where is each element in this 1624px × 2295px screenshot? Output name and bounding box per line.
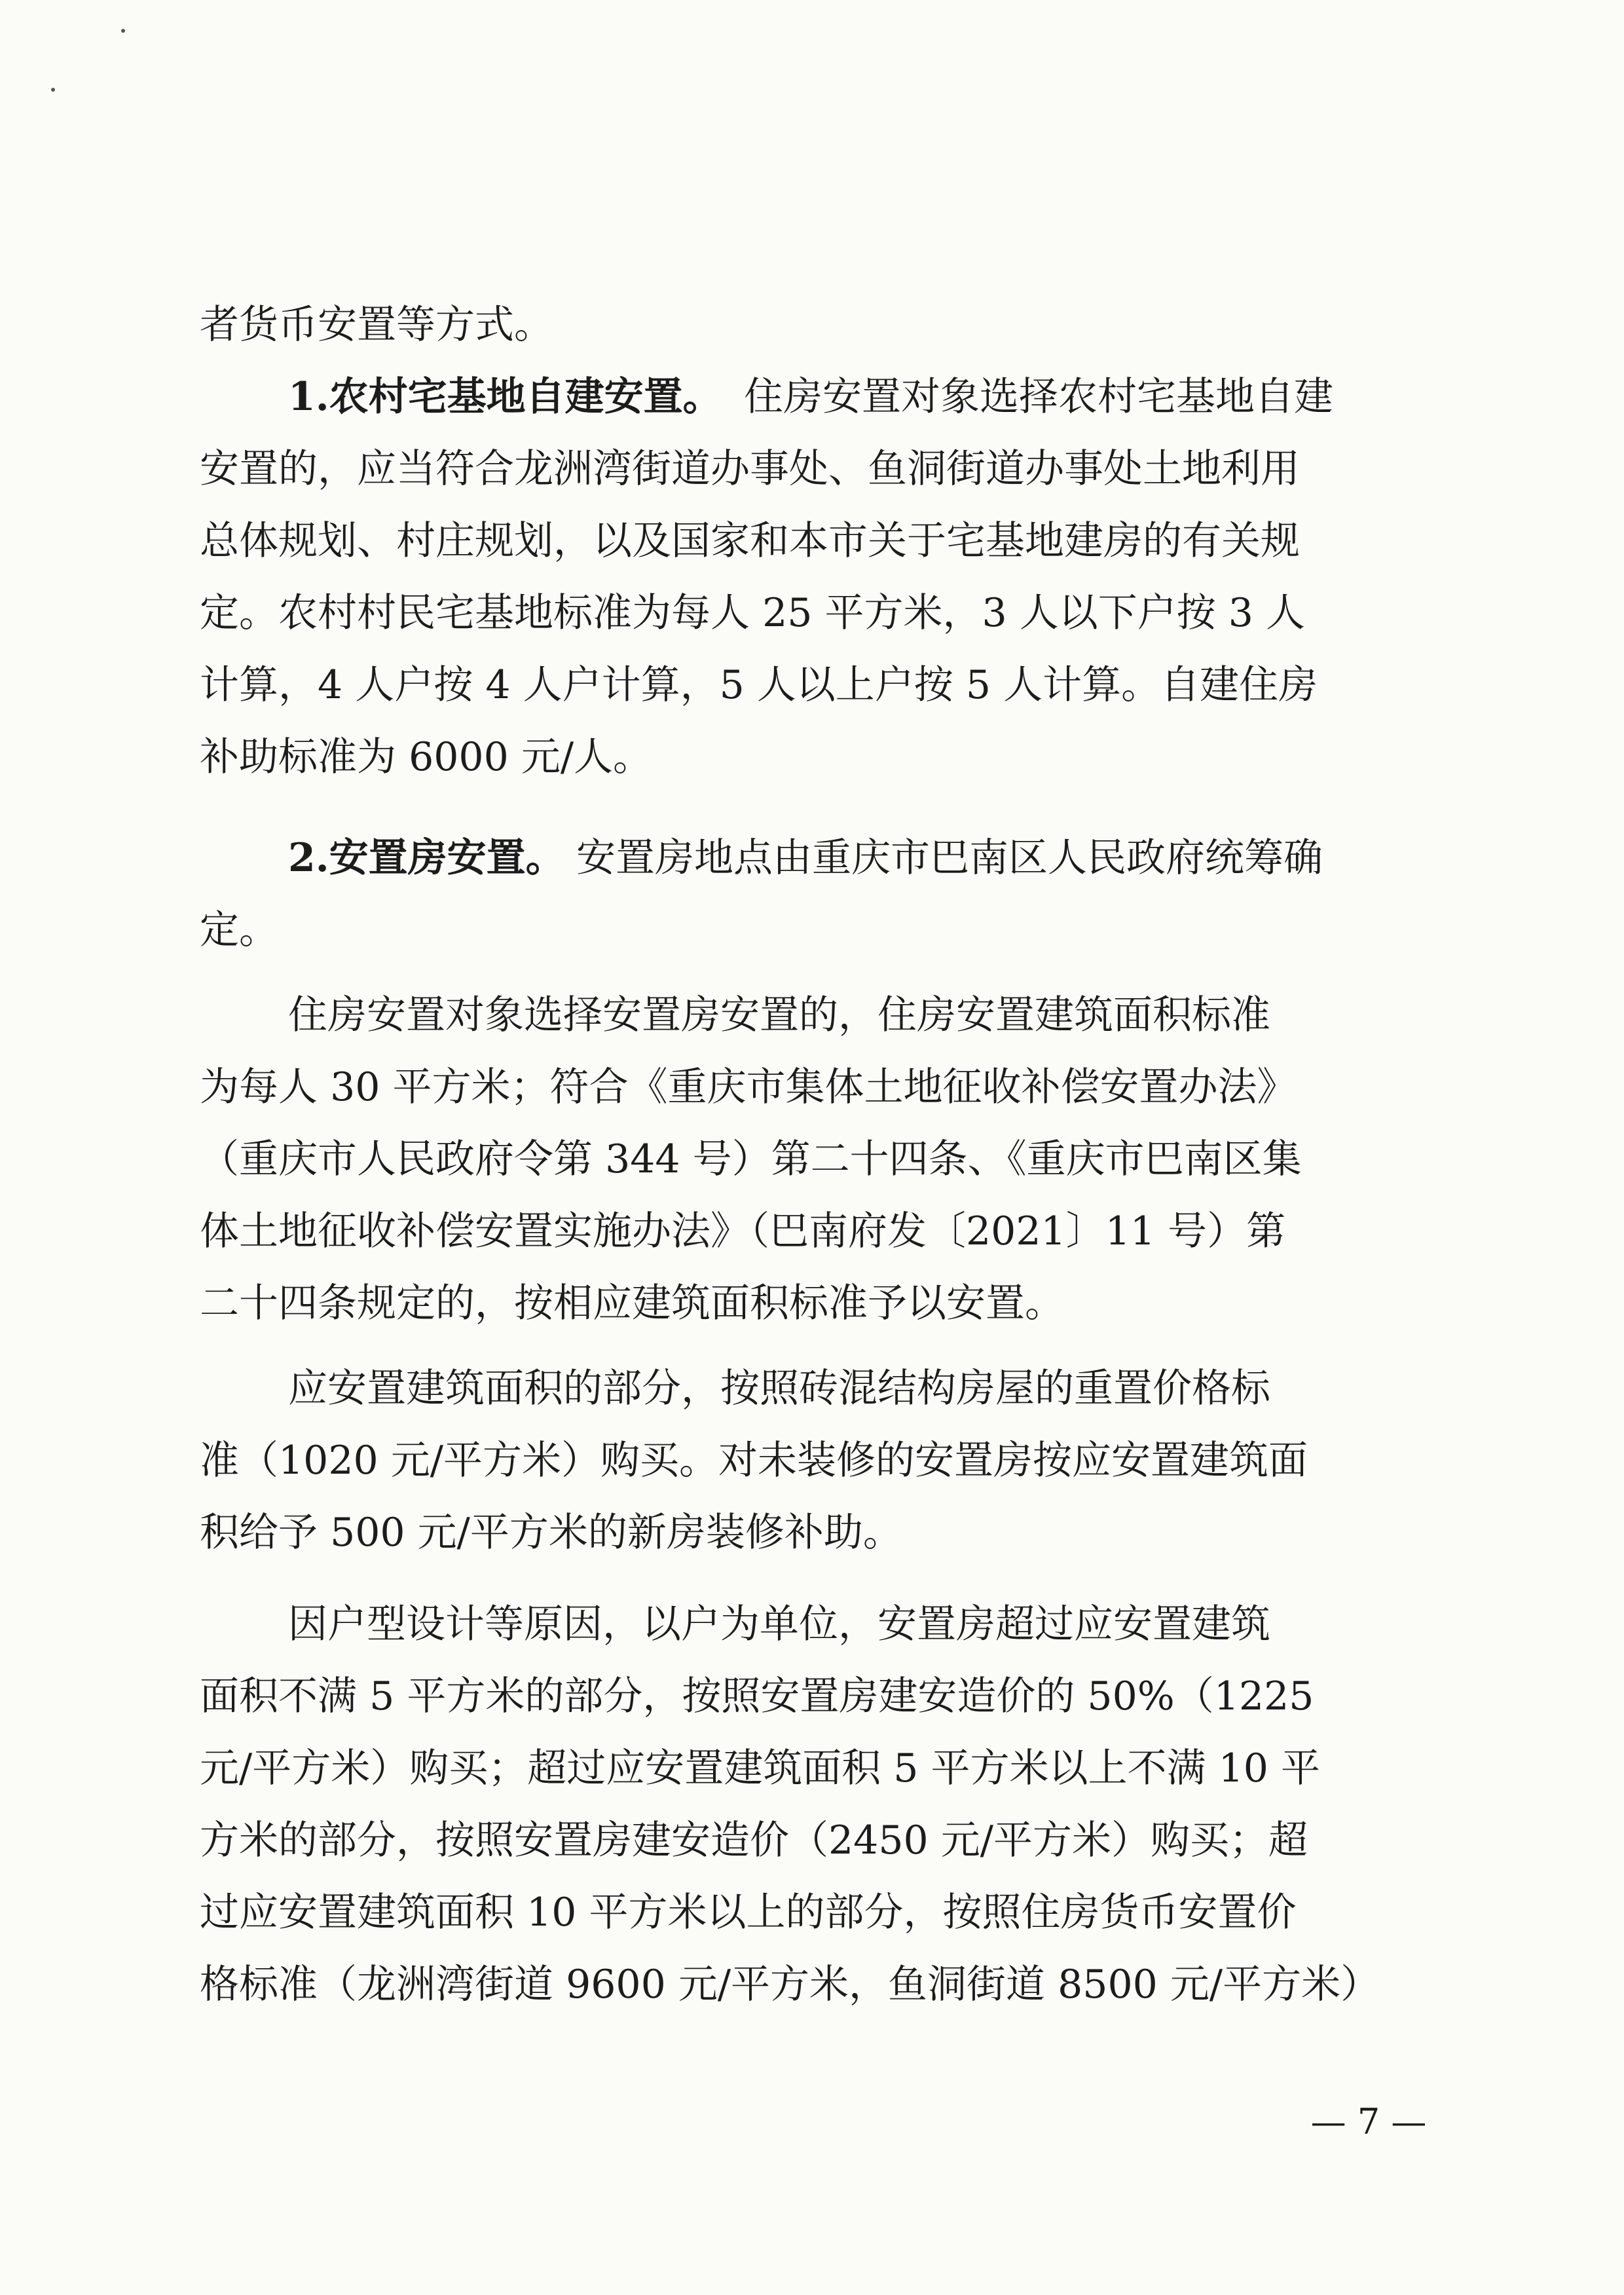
line-text: 补助标准为 6000 元/人。 bbox=[200, 734, 653, 780]
line-text: 元/平方米）购买；超过应安置建筑面积 5 平方米以上不满 10 平 bbox=[200, 1745, 1321, 1791]
line-text: 方米的部分，按照安置房建安造价（2450 元/平方米）购买；超 bbox=[200, 1818, 1308, 1863]
line-text: 安置的，应当符合龙洲湾街道办事处、鱼洞街道办事处土地利用 bbox=[200, 446, 1300, 492]
line-text: 为每人 30 平方米；符合《重庆市集体土地征收补偿安置办法》 bbox=[200, 1064, 1297, 1110]
text-line bbox=[0, 718, 1624, 796]
line-text: 住房安置对象选择安置房安置的，住房安置建筑面积标准 bbox=[288, 992, 1270, 1038]
line-text: 体土地征收补偿安置实施办法》（巴南府发〔2021〕11 号）第 bbox=[200, 1208, 1286, 1254]
line-text: 准（1020 元/平方米）购买。对未装修的安置房按应安置建筑面 bbox=[200, 1438, 1308, 1483]
line-text: 面积不满 5 平方米的部分，按照安置房建安造价的 50%（1225 bbox=[200, 1673, 1314, 1719]
line-text: 定。农村村民宅基地标准为每人 25 平方米，3 人以下户按 3 人 bbox=[200, 590, 1306, 636]
text-line bbox=[0, 1657, 1624, 1736]
line-text: 计算，4 人户按 4 人户计算，5 人以上户按 5 人计算。自建住房 bbox=[200, 662, 1318, 708]
text-line bbox=[0, 1585, 1624, 1664]
text-line bbox=[0, 1945, 1624, 2024]
text-line bbox=[0, 819, 1624, 897]
text-line bbox=[0, 1801, 1624, 1880]
text-line bbox=[0, 891, 1624, 969]
text-line bbox=[0, 1349, 1624, 1428]
scan-speck bbox=[121, 29, 125, 33]
scan-speck bbox=[51, 88, 55, 92]
text-line bbox=[0, 1493, 1624, 1572]
line-text: 总体规划、村庄规划，以及国家和本市关于宅基地建房的有关规 bbox=[200, 518, 1300, 564]
text-line bbox=[0, 430, 1624, 508]
line-text: 过应安置建筑面积 10 平方米以上的部分，按照住房货币安置价 bbox=[200, 1890, 1297, 1935]
text-line bbox=[0, 1421, 1624, 1500]
text-line bbox=[0, 1192, 1624, 1271]
text-line bbox=[0, 286, 1624, 364]
section-heading: 2.安置房安置。 bbox=[288, 835, 565, 881]
text-line bbox=[0, 502, 1624, 580]
line-text: 安置房地点由重庆市巴南区人民政府统筹确 bbox=[576, 835, 1323, 881]
line-text: 格标准（龙洲湾街道 9600 元/平方米，鱼洞街道 8500 元/平方米） bbox=[200, 1962, 1380, 2007]
section-heading: 1.农村宅基地自建安置。 bbox=[288, 374, 722, 420]
line-text: 定。 bbox=[200, 907, 278, 953]
line-text: 住房安置对象选择农村宅基地自建 bbox=[744, 374, 1333, 420]
line-text: 因户型设计等原因，以户为单位，安置房超过应安置建筑 bbox=[288, 1601, 1270, 1647]
text-line bbox=[0, 1264, 1624, 1343]
text-line bbox=[0, 1729, 1624, 1808]
page-number: — 7 — bbox=[1310, 2101, 1427, 2142]
line-text: （重庆市人民政府令第 344 号）第二十四条、《重庆市巴南区集 bbox=[200, 1136, 1302, 1182]
line-text: 二十四条规定的，按相应建筑面积标准予以安置。 bbox=[200, 1280, 1064, 1326]
text-line bbox=[0, 1873, 1624, 1952]
text-line bbox=[0, 358, 1624, 436]
text-line bbox=[0, 1048, 1624, 1127]
line-text: 积给予 500 元/平方米的新房装修补助。 bbox=[200, 1510, 902, 1556]
text-line bbox=[0, 574, 1624, 652]
line-text: 应安置建筑面积的部分，按照砖混结构房屋的重置价格标 bbox=[288, 1366, 1270, 1411]
text-line bbox=[0, 1120, 1624, 1199]
line-text: 者货币安置等方式。 bbox=[200, 302, 553, 348]
text-line bbox=[0, 646, 1624, 724]
text-line bbox=[0, 976, 1624, 1054]
